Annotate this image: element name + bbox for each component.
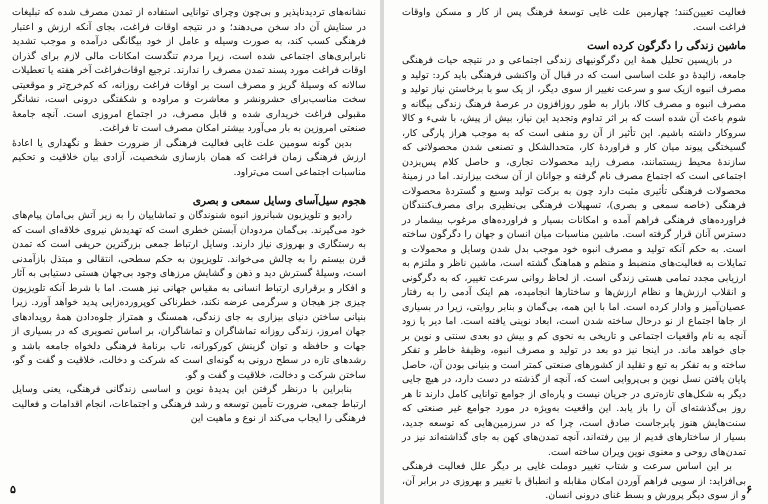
right-page (384, 0, 768, 504)
right-section-heading: ماشین زندگی را دگرگون کرده است (587, 40, 746, 52)
left-section-paragraph-2: بنابراین با درنظر گرفتن این پدیدهٔ نوین و اساسی زندگانی فرهنگی، یعنی وسایل ارتباط جمعی، ضرورت تأمین توسعه و رشد فرهنگی و اجتماعات، انجام اقدامات و فعالیت فرهنگی را ایجاب می‌کند از نوع و ماهیت این (12, 384, 366, 424)
right-page-text-column (402, 6, 746, 504)
right-section-paragraph-2: بر این اساس سرعت و شتاب تغییر دوملت غایی بر دیگر علل فعالیت فرهنگی بی‌افزاید: از سویی فراهم آوردن امکان مقابله و انطباق با تغییر و بهروزی در برابر آن، و از سوی دیگر پرورش و بسط غنای درونی انسان. (402, 461, 746, 501)
left-paragraph-2: بدین گونه سومین علت غایی فعالیت فرهنگی از ضرورت حفظ و نگهداری یا اعادهٔ ارزش فرهنگی زمان فراغت که همان بازسازی شخصیت، آزادی بیان خلاقیت و تحکیم مناسبات اجتماعی است می‌تراود. (12, 137, 366, 178)
left-page (0, 0, 381, 504)
left-page-number: ۵ (10, 483, 16, 496)
left-section-heading: هجوم سیل‌آسای وسایل سمعی و بصری (192, 195, 366, 207)
right-page-number: ۶ (746, 483, 752, 496)
left-page-text-column (12, 6, 366, 427)
left-section-paragraph-1: رادیو و تلویزیون شبانروز انبوه شنوندگان و تماشاییان را به زیر آتش بی‌امان پیام‌های خود می‌گیرند. بی‌گمان مردودان آبستن خطری است که تهدیدش نیروی خلاقه‌ای است که به رستگاری و بهروزی نیاز دارند. وسایل ارتباط جمعی بزرگترین حریفی است که تمدن قرن بیستم را به چالش می‌خواند. تلویزیون به حکم سطحی، انتقالی و مبتذل بازآمدنی است، وسیلهٔ گسترش دید و ذهن و گشایش مرزهای وجود بی‌جهان هستی دستیابی به آثار و افکار و برقراری ارتباط انسانی به مقیاس جهانی نیز هست. اما با شرط آنکه تلویزیون چیزی جز هیجان و سرگرمی عرضه نکند، خطرناکی کوپرورده‌زایی پدید خواهد آورد. زیرا بنیانی ساختن دنیای بیزاری به جای زندگی، همسنگ و همتراز جلوه‌دادن همهٔ رویدادهای جهان امروز، زندگی روزانه تماشاگران و تماشاگران، بر اساس تصویری که در بسیاری از جهات و حافظه و توان گزینش کورکورانه، تاب برنامهٔ فرهنگی دلخواه جامعه باشد و رشدهای تازه در سطح درونی به گونه‌ای است که شرکت و دخالت، خلاقیت و گفت و گو، ساختن شرکت و دخالت، خلاقیت و گفت و گو. (12, 210, 366, 381)
left-paragraph-1: نشانه‌های تردیدناپذیر و بی‌چون وچرای توانایی استفاده از تمدن مصرف شده که تبلیغات در ستایش آن داد سخن می‌دهند؛ و در نتیجه اوقات فراغت، بجای آنکه ارزش و اعتبار فرهنگی کسب کند، به صورت وسیله و عامل از خود بیگانگی درآمده و موجب تشدید نابرابری‌های اجتماعی شده است، زیرا مردم تنگدست امکانات مالی لازم برای گذران اوقات فراغت مورد پسند تمدن مصرف را ندارند. ترجیع اوقات‌فراغت آخر هفته یا تعطیلات سالانه که وسیلهٔ گریز و مصرف است بر اوقات فراغت روزانه، که کم‌خرج‌تر و موقعیتی سخت مناسب‌برای حشرونشر و معاشرت و مراوده و شکفتگی درونی است، نشانگر مقبولی فراغت خریداری شده و قابل مصرف، در اجتماع امروزی است. آنچه جامعهٔ صنعتی امروزین به بار می‌آورد بیشتر امکان مصرف است تا فراغت. (12, 7, 366, 134)
right-section-paragraph-1: در بازپسین تحلیل همهٔ این دگرگونیهای زندگی اجتماعی و در نتیجه حیات فرهنگی جامعه، زائیدهٔ دو علت اساسی است که در قبال آن واکنشی فرهنگی باید کرد: تولید و مصرف انبوه ازیک سو و سرعت تغییر از سوی دیگر، از یک سو با برخاستن نیاز تولید و مصرف انبوه و مصرف کالا، بازار به طور روزافزون در عرصهٔ فرهنگ زندگی بیگانه و شوم باعث آن شده است که بر اثر تداوم وتجدید این نیاز، بیش از پیش، با شیء و کالا سروکار داشته باشیم. این تأثیر از آن رو منفی است که به موجب هراز پارگی کار، گسیختگی پیوند میان کار و فراوردهٔ کار، متحدالشکل و تصنعی شدن محصولاتی که سازندهٔ محیط زیستمانند، مصرف زاید محصولات تجاری، و حاصل کلام پس‌بزدن اجتماعی است که اجتماع مصرف نام گرفته و جوانان از آن سخت بیزارند. اما در زمینهٔ محصولات فرهنگی تأثیری مثبت دارد چون به برکت تولید وسیع و گستردهٔ محصولات فرهنگی (خاصه سمعی و بصری)، تسهیلات فرهنگی بی‌نظیری برای مصرف‌کنندگان فراورده‌های فرهنگی فراهم آمده و امکانات بسیار و فراورده‌های مرغوب بیشمار در دسترس آنان قرار گرفته است. ماشین مناسبات میان انسان و جهان را دگرگون ساخته است. به حکم آنکه تولید و مصرف انبوه خود موجب بدل شدن وسایل و محمولات و تمایلات به فعالیت‌های منضبط و منظم و هماهنگ گشته است، ماشین ناظر و ملتزم به ارزیابی مجدد تمامی هستی زندگی است. از لحاظ روانی سرعت تغییر، که به دگرگونی و انقلاب ارزش‌ها و نظام ارزش‌ها و ساختارها انجامیده، هم اینک آدمی را به رفتار عصیان‌آمیز و وادار کرده است. اما با این همه، بی‌گمان و بنابر روایتی، زیرا در بسیاری از جاها اجتماع از نو درحال ساخته شدن است، ابعاد نوینی یافته است. اما دیر یا زود آنچه به نام واقعیات اجتماعی و تاریخی به نحوی کم و بیش دو بعدی سنتی و نوین بر جای خواهد ماند. در اینجا نیز دو بعد در تولید و مصرف انبوه، وظیفهٔ خاطر و تفکر ساخته و به تفکر به تبع و تقلید از کشورهای صنعتی کمتر است و بنیانی بودن آن، حاصل پایان یافتن نسل نوین و بی‌پروایی است که، آنچه از گذشته در دست دارد، در هیچ جایی دیگر به شکل‌های تازه‌تری در جریان نیست و پاره‌ای از جوامع توانایی کامل دارند تا هر روز بی‌گذشته‌ای آن را باز یابد. این واقعیت به‌ویژه در مورد جوامع غیر صنعتی که سنت‌هایش هنوز پابرجاست صادق است، چرا که در سرزمین‌هایی که توسعه جدید، بسیار از ساختارهای قدیم از بین رفته‌اند، آنچه تمدن‌های کهن به جای گذاشته‌اند نیز در تمدن‌های روحی و معنوی نوین ویران ساخته است. (402, 55, 746, 458)
right-paragraph-1: فعالیت تعیین‌کنند؛ چهارمین علت غایی توسعهٔ فرهنگ پس از کار و مسکن واوقات فراغت است. (402, 7, 746, 33)
